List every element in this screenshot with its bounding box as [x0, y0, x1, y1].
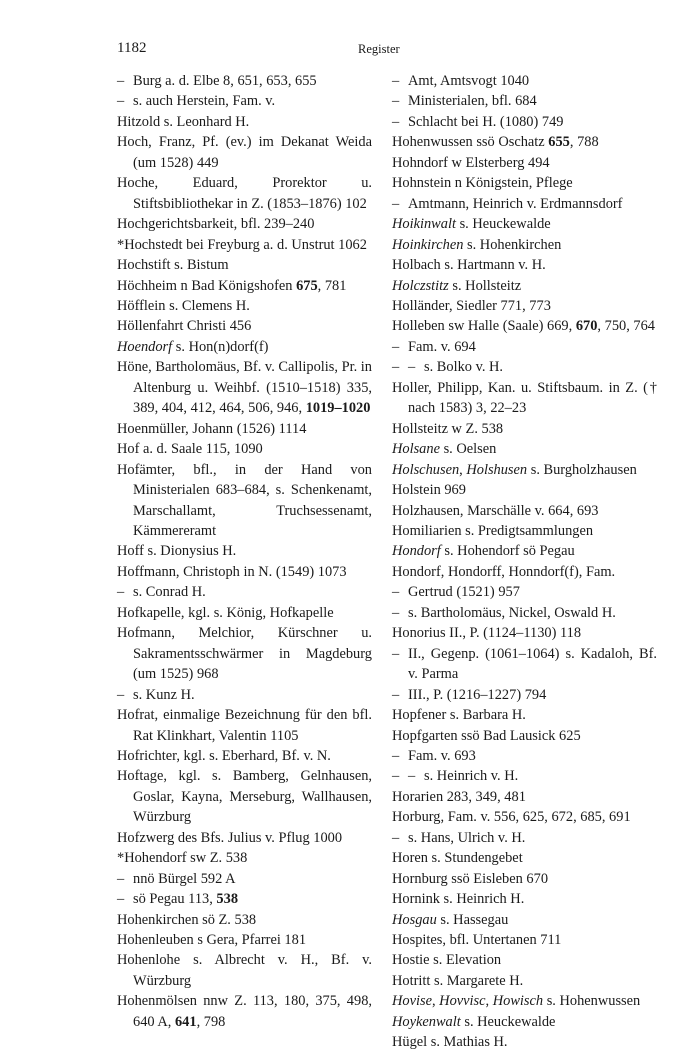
entry-text: Ministerialen, bfl. 684	[408, 93, 537, 110]
index-entry	[117, 439, 372, 459]
index-entry	[392, 787, 657, 807]
entry-text: Hornink s. Heinrich H.	[392, 891, 525, 908]
index-entry	[392, 132, 657, 152]
entry-text: Hoch, Franz, Pf. (ev.) im Dekanat Weida (um 1528) 449	[117, 134, 372, 171]
entry-text: Hospites, bfl. Untertanen 711	[392, 932, 562, 949]
index-subentry	[392, 91, 657, 111]
index-subentry	[117, 869, 372, 889]
entry-text: Hohnstein n Königstein, Pflege	[392, 175, 573, 192]
index-entry	[117, 828, 372, 848]
entry-text: Hofmann, Melchior, Kürschner u. Sakramentsschwärmer in Magdeburg (um 1525) 968	[117, 625, 372, 683]
index-entry	[117, 173, 372, 214]
entry-text: Hoftage, kgl. s. Bamberg, Gelnhausen, Goslar, Kayna, Merseburg, Wallhausen, Würzburg	[117, 768, 372, 826]
index-entry	[117, 132, 372, 173]
italic-variant-form: Hosgau	[392, 911, 437, 928]
entry-text: Hügel s. Mathias H.	[392, 1034, 508, 1051]
entry-text: Hofzwerg des Bfs. Julius v. Pflug 1000	[117, 829, 343, 846]
entry-text: Hohenkirchen sö Z. 538	[117, 911, 257, 928]
index-entry	[117, 950, 372, 991]
index-subentry	[392, 766, 657, 786]
index-subentry	[117, 685, 372, 705]
subentry-dash: –	[117, 870, 125, 887]
index-subentry	[392, 603, 657, 623]
index-entry	[117, 235, 372, 255]
index-entry	[392, 153, 657, 173]
subentry-dash: –	[392, 645, 400, 662]
entry-text: Horburg, Fam. v. 556, 625, 672, 685, 691	[392, 809, 631, 826]
entry-text: III., P. (1216–1227) 794	[408, 686, 547, 703]
subentry-dash: –	[408, 768, 416, 785]
subentry-dash: –	[117, 93, 125, 110]
index-entry	[392, 378, 657, 419]
entry-text: Hohenwussen ssö Oschatz	[392, 134, 549, 151]
entry-text: s. auch Herstein, Fam. v.	[133, 93, 276, 110]
entry-text: Hofrat, einmalige Bezeichnung für den bfl. Rat Klinkhart, Valentin 1105	[117, 707, 372, 744]
entry-text: s. Burgholzhausen	[527, 461, 637, 478]
entry-text: Höfflein s. Clemens H.	[117, 297, 250, 314]
entry-text: s. Hans, Ulrich v. H.	[408, 829, 526, 846]
index-entry	[117, 419, 372, 439]
index-entry	[117, 930, 372, 950]
entry-text: nnö Bürgel 592 A	[133, 870, 236, 887]
index-entry	[392, 439, 657, 459]
running-head: Register	[358, 42, 400, 56]
entry-text: , 750, 764	[597, 318, 655, 335]
entry-text: , 788	[569, 134, 599, 151]
index-subentry	[392, 746, 657, 766]
entry-text: Horarien 283, 349, 481	[392, 788, 526, 805]
index-entry	[392, 562, 657, 582]
entry-text: sö Pegau 113,	[133, 891, 217, 908]
subentry-dash: –	[392, 73, 400, 89]
entry-text: Homiliarien s. Predigtsammlungen	[392, 522, 594, 539]
entry-text: Holstein 969	[392, 482, 466, 499]
entry-text: s. Hollsteitz	[448, 277, 522, 294]
index-subentry	[392, 71, 657, 91]
entry-text: s. Heuckewalde	[460, 1013, 556, 1030]
italic-variant-form: Hoikinwalt	[392, 216, 456, 233]
index-entry	[392, 991, 657, 1011]
page-number: 1182	[117, 40, 147, 56]
entry-text: Holländer, Siedler 771, 773	[392, 297, 551, 314]
entry-text: s. Oelsen	[439, 441, 497, 458]
entry-text: , 781	[317, 277, 347, 294]
index-subentry	[392, 112, 657, 132]
entry-text: Holzhausen, Marschälle v. 664, 693	[392, 502, 599, 519]
index-entry	[117, 316, 372, 336]
index-entry	[117, 746, 372, 766]
entry-text: Schlacht bei H. (1080) 749	[408, 113, 564, 130]
entry-text: s. Hohenwussen	[543, 993, 641, 1010]
index-entry	[392, 501, 657, 521]
entry-text: Holbach s. Hartmann v. H.	[392, 257, 546, 274]
entry-text: Hoche, Eduard, Prorektor u. Stiftsbibliothekar in Z. (1853–1876) 102	[117, 175, 372, 212]
subentry-dash: –	[117, 891, 125, 908]
entry-text: Hondorf, Hondorff, Honndorf(f), Fam.	[392, 563, 616, 580]
index-entry	[117, 255, 372, 275]
subentry-dash: –	[408, 359, 416, 376]
entry-text: Fam. v. 694	[408, 338, 476, 355]
subentry-dash: –	[392, 359, 400, 376]
index-entry	[392, 316, 657, 336]
index-entry	[392, 726, 657, 746]
subentry-dash: –	[392, 686, 400, 703]
entry-text: Gertrud (1521) 957	[408, 584, 520, 601]
entry-text: Hofämter, bfl., in der Hand von Ministerialen 683–684, s. Schenkenamt, Marschallamt, Truchsessenamt, Kämmereramt	[117, 461, 372, 539]
entry-text: s. Conrad H.	[133, 584, 206, 601]
index-entry	[117, 337, 372, 357]
index-subentry	[117, 91, 372, 111]
index-entry	[392, 255, 657, 275]
entry-text: Fam. v. 693	[408, 747, 476, 764]
entry-text: s. Hohenkirchen	[463, 236, 562, 253]
entry-text: Hochgerichtsbarkeit, bfl. 239–240	[117, 216, 315, 233]
italic-variant-form: Holczstitz	[392, 277, 449, 294]
index-subentry	[392, 644, 657, 685]
entry-text: Hopfener s. Barbara H.	[392, 707, 526, 724]
index-entry	[117, 296, 372, 316]
entry-text: Hotritt s. Margarete H.	[392, 972, 524, 989]
italic-variant-form: Holsane	[392, 441, 440, 458]
subentry-dash: –	[392, 829, 400, 846]
entry-text: , 798	[196, 1013, 226, 1030]
index-entry	[117, 541, 372, 561]
entry-text: ,	[431, 993, 440, 1010]
entry-text: Hollsteitz w Z. 538	[392, 420, 504, 437]
subentry-dash: –	[392, 584, 400, 601]
italic-variant-form: Holshusen	[466, 461, 528, 478]
entry-text: Hoenmüller, Johann (1526) 1114	[117, 420, 307, 437]
italic-variant-form: Hovise	[392, 993, 432, 1010]
entry-text: s. Hassegau	[436, 911, 509, 928]
entry-text: Amt, Amtsvogt 1040	[408, 73, 530, 89]
subentry-dash: –	[392, 195, 400, 212]
index-entry	[117, 623, 372, 684]
index-entry	[392, 623, 657, 643]
entry-text: II., Gegenp. (1061–1064) s. Kadaloh, Bf. v. Parma	[408, 645, 657, 683]
bold-page-ref: 641	[174, 1013, 197, 1030]
index-entry	[392, 276, 657, 296]
index-entry	[392, 1012, 657, 1032]
index-entry	[392, 173, 657, 193]
italic-variant-form: Howisch	[492, 993, 544, 1010]
index-entry	[117, 848, 372, 868]
subentry-dash: –	[392, 747, 400, 764]
index-entry	[392, 541, 657, 561]
entry-text: s. Heinrich v. H.	[424, 768, 519, 785]
index-entry	[392, 848, 657, 868]
subentry-dash: –	[117, 73, 125, 89]
index-entry	[117, 991, 372, 1032]
entry-text: Hitzold s. Leonhard H.	[117, 113, 250, 130]
entry-text: s. Bolko v. H.	[424, 359, 504, 376]
italic-variant-form: Holschusen	[392, 461, 460, 478]
entry-text: Hof a. d. Saale 115, 1090	[117, 441, 263, 458]
index-entry	[392, 480, 657, 500]
entry-text: Holleben sw Halle (Saale) 669,	[392, 318, 576, 335]
entry-text: Hopfgarten ssö Bad Lausick 625	[392, 727, 581, 744]
index-column-left	[117, 71, 372, 1032]
entry-text: Hohenleuben s Gera, Pfarrei 181	[117, 932, 307, 949]
index-entry	[117, 276, 372, 296]
bold-page-ref: 538	[216, 891, 239, 908]
entry-text: Hofkapelle, kgl. s. König, Hofkapelle	[117, 604, 334, 621]
entry-text: Hohenlohe s. Albrecht v. H., Bf. v. Würzburg	[117, 952, 372, 989]
entry-text: ,	[459, 461, 467, 478]
index-entry	[392, 460, 657, 480]
index-entry	[392, 296, 657, 316]
index-column-right	[392, 71, 657, 1053]
index-entry	[392, 1032, 657, 1052]
index-entry	[392, 869, 657, 889]
index-entry	[117, 766, 372, 827]
bold-page-ref: 1019–1020	[305, 400, 371, 417]
index-entry	[117, 562, 372, 582]
entry-text: s. Kunz H.	[133, 686, 195, 703]
entry-text: Hostie s. Elevation	[392, 952, 502, 969]
subentry-dash: –	[392, 113, 400, 130]
italic-variant-form: Hoykenwalt	[392, 1013, 461, 1030]
index-entry	[392, 235, 657, 255]
entry-text: Höne, Bartholomäus, Bf. v. Callipolis, Pr. in Altenburg u. Weihbf. (1510–1518) 335, 389, 404, 412, 464, 506, 946,	[117, 359, 372, 417]
entry-text: s. Hon(n)dorf(f)	[172, 338, 269, 355]
bold-page-ref: 670	[575, 318, 598, 335]
index-entry	[117, 112, 372, 132]
entry-text: Höchheim n Bad Königshofen	[117, 277, 297, 294]
subentry-dash: –	[392, 604, 400, 621]
bold-page-ref: 675	[296, 277, 318, 294]
subentry-dash: –	[392, 768, 400, 785]
entry-text: Hoffmann, Christoph in N. (1549) 1073	[117, 563, 347, 580]
entry-text: s. Heuckewalde	[455, 216, 551, 233]
index-entry	[392, 971, 657, 991]
entry-text: Hoff s. Dionysius H.	[117, 543, 237, 560]
entry-text: Hochstift s. Bistum	[117, 257, 229, 274]
index-entry	[117, 214, 372, 234]
italic-variant-form: Hovvisc	[439, 993, 486, 1010]
entry-text: Hohndorf w Elsterberg 494	[392, 154, 550, 171]
subentry-dash: –	[392, 93, 400, 110]
index-subentry	[392, 828, 657, 848]
subentry-dash: –	[392, 338, 400, 355]
index-entry	[117, 460, 372, 542]
italic-variant-form: Hoinkirchen	[392, 236, 464, 253]
entry-text: Höllenfahrt Christi 456	[117, 318, 252, 335]
index-entry	[392, 889, 657, 909]
index-subentry	[392, 357, 657, 377]
index-entry	[392, 807, 657, 827]
index-entry	[117, 357, 372, 418]
index-entry	[392, 419, 657, 439]
entry-text: Horen s. Stundengebet	[392, 850, 523, 867]
entry-text: Burg a. d. Elbe 8, 651, 653, 655	[133, 73, 317, 89]
entry-text: Honorius II., P. (1124–1130) 118	[392, 625, 582, 642]
entry-text: *Hohendorf sw Z. 538	[117, 850, 248, 867]
index-subentry	[392, 685, 657, 705]
entry-text: *Hochstedt bei Freyburg a. d. Unstrut 1062	[117, 236, 367, 253]
index-entry	[117, 910, 372, 930]
entry-text: ,	[485, 993, 493, 1010]
index-subentry	[392, 337, 657, 357]
entry-text: Hohenmölsen nnw Z. 113, 180, 375, 498, 640 A,	[117, 993, 372, 1030]
index-subentry	[117, 582, 372, 602]
entry-text: Holler, Philipp, Kan. u. Stiftsbaum. in Z. († nach 1583) 3, 22–23	[392, 379, 657, 417]
bold-page-ref: 655	[548, 134, 570, 151]
entry-text: Amtmann, Heinrich v. Erdmannsdorf	[408, 195, 623, 212]
subentry-dash: –	[117, 686, 125, 703]
index-entry	[392, 705, 657, 725]
index-entry	[392, 930, 657, 950]
entry-text: s. Hohendorf sö Pegau	[440, 543, 575, 560]
index-entry	[392, 214, 657, 234]
italic-variant-form: Hondorf	[392, 543, 441, 560]
index-subentry	[392, 582, 657, 602]
index-entry	[117, 603, 372, 623]
index-entry	[392, 521, 657, 541]
italic-variant-form: Hoendorf	[117, 338, 173, 355]
subentry-dash: –	[117, 584, 125, 601]
index-subentry	[392, 194, 657, 214]
index-subentry	[117, 71, 372, 91]
index-entry	[392, 910, 657, 930]
entry-text: Hofrichter, kgl. s. Eberhard, Bf. v. N.	[117, 747, 331, 764]
index-entry	[392, 950, 657, 970]
entry-text: Hornburg ssö Eisleben 670	[392, 870, 549, 887]
index-subentry	[117, 889, 372, 909]
entry-text: s. Bartholomäus, Nickel, Oswald H.	[408, 604, 616, 621]
index-entry	[117, 705, 372, 746]
